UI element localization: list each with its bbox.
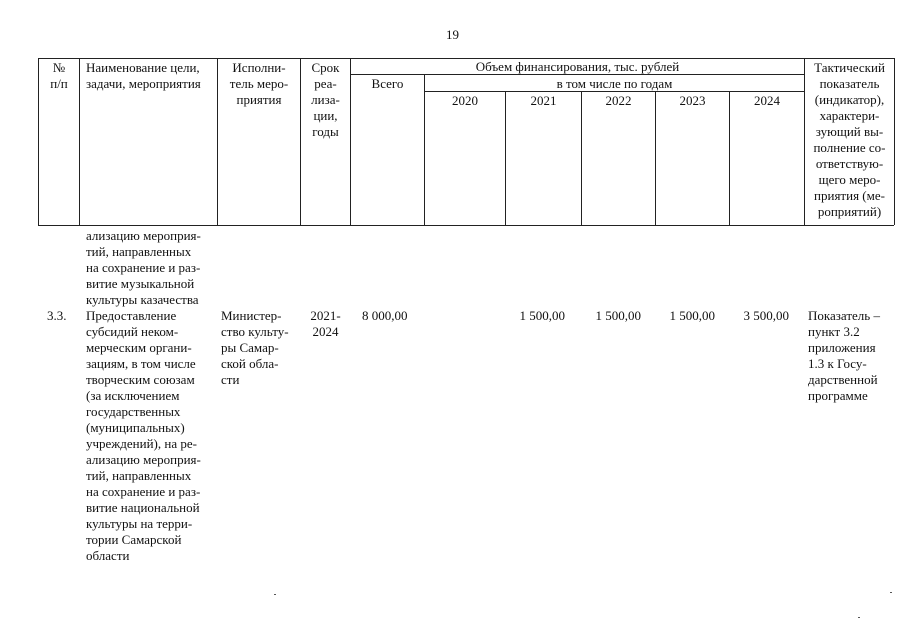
row-number: 3.3.: [47, 308, 67, 323]
row-total: 8 000,00: [362, 308, 408, 323]
col-border-7: [581, 91, 582, 225]
header-executor: Исполни- тель меро- приятия: [229, 60, 289, 107]
col-border-right: [894, 58, 895, 225]
row-term: 2021- 2024: [310, 308, 341, 339]
header-by-years: в том числе по годам: [556, 76, 673, 91]
continuation-text: ализацию мероприя- тий, направленных на сохранение и раз- витие музыкальной культуры казачества: [86, 228, 201, 307]
scan-speck: [858, 617, 860, 618]
col-border-9: [729, 91, 730, 225]
row-2021: 1 500,00: [519, 308, 565, 323]
header-indicator: Тактический показатель (индикатор), характери- зующий вы- полнение со- ответствую- щего меро- приятия (ме- роприятий): [813, 60, 886, 219]
row-executor: Министер- ство культу- ры Самар- ской обла- сти: [221, 308, 289, 387]
header-year-2021: 2021: [530, 93, 557, 108]
header-total: Всего: [371, 76, 404, 91]
header-year-2022: 2022: [605, 93, 632, 108]
col-border-6: [505, 91, 506, 225]
row-name: Предоставление субсидий неком- мерческим органи- зациям, в том числе творческим союзам (за исключением государственных (муниципальных) учреждений), на ре- ализацию мероприя- тий, направленных на сохранение и раз- витие национальной культуры на терри- тории Самарской области: [86, 308, 201, 563]
header-bottom-border: [38, 225, 894, 226]
row-indicator: Показатель – пункт 3.2 приложения 1.3 к Госу- дарственной программе: [808, 308, 880, 403]
header-funding-title: Объем финансирования, тыс. рублей: [475, 59, 680, 74]
header-year-2024: 2024: [754, 93, 780, 108]
row-2024: 3 500,00: [743, 308, 789, 323]
page-number: 19: [446, 27, 459, 42]
scan-speck: [274, 594, 276, 595]
scan-speck: [890, 592, 892, 593]
header-year-2020: 2020: [452, 93, 478, 108]
col-border-1: [79, 58, 80, 225]
row-2023: 1 500,00: [669, 308, 715, 323]
header-year-2023: 2023: [679, 93, 706, 108]
header-number: № п/п: [50, 60, 68, 91]
header-term: Срок реа- лиза- ции, годы: [311, 60, 340, 139]
row-2022: 1 500,00: [595, 308, 641, 323]
col-border-8: [655, 91, 656, 225]
header-name: Наименование цели, задачи, мероприятия: [86, 60, 201, 91]
